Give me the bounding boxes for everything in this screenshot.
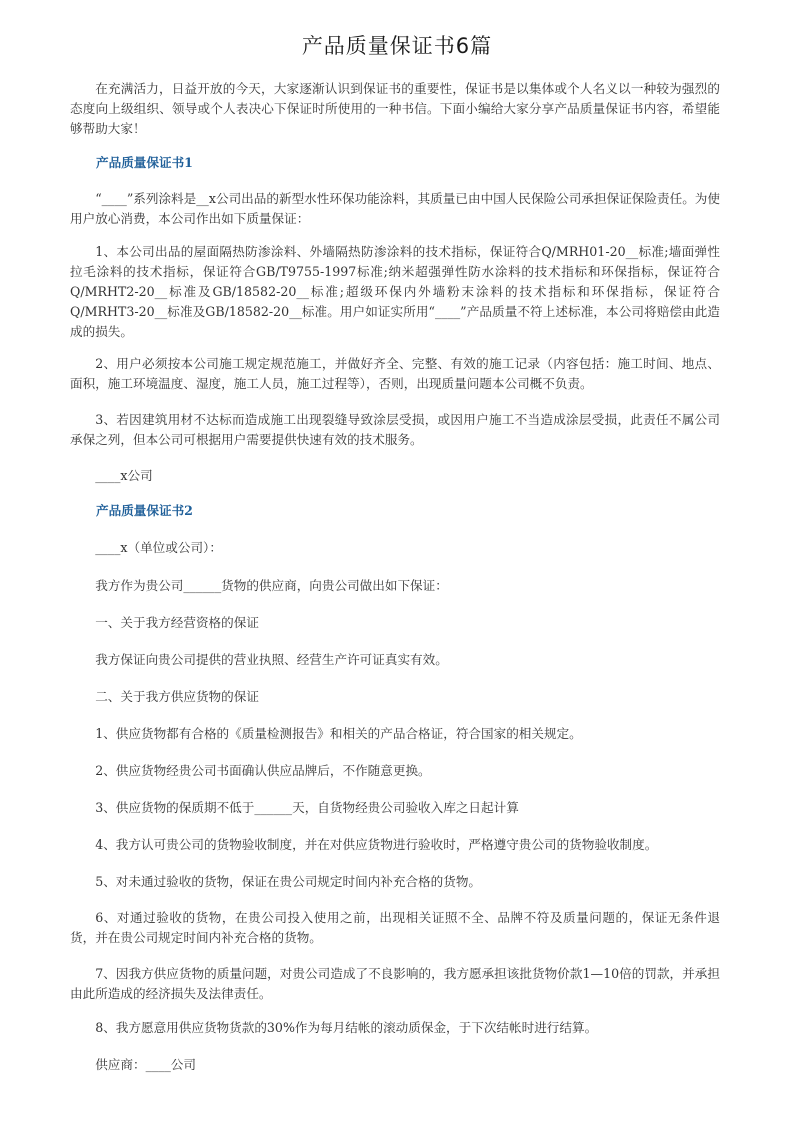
section1-paragraph-2: 1、本公司出品的屋面隔热防渗涂料、外墙隔热防渗涂料的技术指标，保证符合Q/MRH01-20__标准;墙面弹性拉毛涂料的技术指标，保证符合GB/T9755-1997标准;纳米超强弹性防水涂料的技术指标和环保指标，保证符合Q/MRHT2-20__标准及GB/18582-20__标准;超级环保内外墙粉末涂料的技术指标和环保指标，保证符合Q/MRHT3-20__标准及GB/18582-20__标准。用户如证实所用“____”产品质量不符上述标准，本公司将赔偿由此造成的损失。 xyxy=(70,244,720,339)
section2-heading: 产品质量保证书2 xyxy=(96,503,193,518)
section1-paragraph-3: 2、用户必须按本公司施工规定规范施工，并做好齐全、完整、有效的施工记录（内容包括：施工时间、地点、面积，施工环境温度、湿度，施工人员，施工过程等），否则，出现质量问题本公司概不负责。 xyxy=(70,356,720,391)
section2-paragraph-3: 我方保证向贵公司提供的营业执照、经营生产许可证真实有效。 xyxy=(95,652,448,667)
section1-signature: ____x公司 xyxy=(95,468,153,483)
section2-paragraph-4: 二、关于我方供应货物的保证 xyxy=(95,689,259,704)
section2-salutation: ____x（单位或公司）： xyxy=(95,540,222,555)
section1-heading: 产品质量保证书1 xyxy=(96,155,193,170)
intro-paragraph: 在充满活力，日益开放的今天，大家逐渐认识到保证书的重要性，保证书是以集体或个人名义以一种较为强烈的态度向上级组织、领导或个人表决心下保证时所使用的一种书信。下面小编给大家分享产品质量保证书内容，希望能够帮助大家！ xyxy=(70,81,720,136)
section1-paragraph-4: 3、若因建筑用材不达标而造成施工出现裂缝导致涂层受损，或因用户施工不当造成涂层受损，此责任不属公司承保之列，但本公司可根据用户需要提供快速有效的技术服务。 xyxy=(70,412,720,447)
section2-paragraph-2: 一、关于我方经营资格的保证 xyxy=(95,615,259,630)
section2-paragraph-10: 6、对通过验收的货物，在贵公司投入使用之前，出现相关证照不全、品牌不符及质量问题的，保证无条件退货，并在贵公司规定时间内补充合格的货物。 xyxy=(70,910,720,945)
supplier-signature: 供应商：____公司 xyxy=(95,1057,196,1072)
page-title: 产品质量保证书6篇 xyxy=(301,34,493,58)
section2-paragraph-8: 4、我方认可贵公司的货物验收制度，并在对供应货物进行验收时，严格遵守贵公司的货物验收制度。 xyxy=(95,837,658,852)
section2-paragraph-7: 3、供应货物的保质期不低于______天，自货物经贵公司验收入库之日起计算 xyxy=(95,800,519,815)
section1-paragraph-1: “____”系列涂料是__x公司出品的新型水性环保功能涂料，其质量已由中国人民保险公司承担保证保险责任。为使用户放心消费，本公司作出如下质量保证： xyxy=(70,191,720,226)
section2-paragraph-12: 8、我方愿意用供应货物货款的30%作为每月结帐的滚动质保金，于下次结帐时进行结算。 xyxy=(95,1020,598,1035)
section2-paragraph-6: 2、供应货物经贵公司书面确认供应品牌后，不作随意更换。 xyxy=(95,763,431,778)
section2-paragraph-11: 7、因我方供应货物的质量问题，对贵公司造成了不良影响的，我方愿承担该批货物价款1—10倍的罚款，并承担由此所造成的经济损失及法律责任。 xyxy=(70,966,720,1001)
section2-paragraph-1: 我方作为贵公司______货物的供应商，向贵公司做出如下保证： xyxy=(95,578,448,593)
section2-paragraph-5: 1、供应货物都有合格的《质量检测报告》和相关的产品合格证，符合国家的相关规定。 xyxy=(95,726,582,741)
section2-paragraph-9: 5、对未通过验收的货物，保证在贵公司规定时间内补充合格的货物。 xyxy=(95,874,482,889)
